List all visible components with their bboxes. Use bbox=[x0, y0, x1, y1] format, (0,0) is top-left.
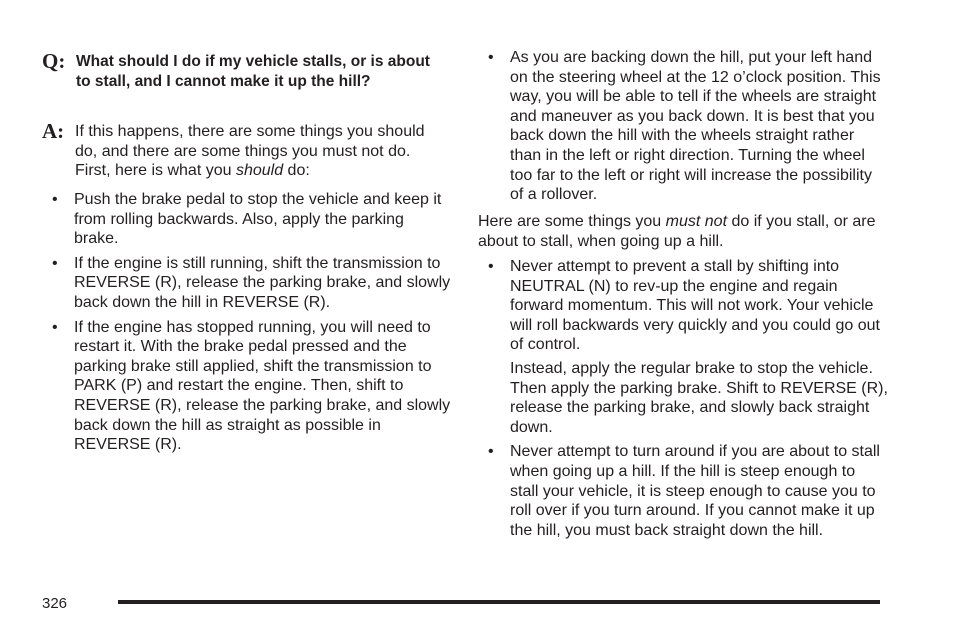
list-item: • If the engine is still running, shift the transmission to REVERSE (R), release the parking brake, and slowly back down the hill in REVERSE (R). bbox=[42, 254, 452, 313]
list-item bbox=[478, 257, 888, 437]
list-item: • Push the brake pedal to stop the vehicle and keep it from rolling backwards. Also, apply the parking brake. bbox=[42, 190, 452, 249]
must-not-intro bbox=[478, 212, 888, 251]
answer-label: A: bbox=[42, 119, 65, 143]
list-item: • As you are backing down the hill, put your left hand on the steering wheel at the 12 o’clock position. This way, you will be able to tell if the wheels are straight and maneuver as you back down. It is best that you back down the hill with the wheels straight rather than in the left or right direction. Turning the wheel too far to the left or right will increase the possibility of a rollover. bbox=[478, 48, 888, 205]
answer-intro-emphasis: should bbox=[235, 162, 284, 180]
backing-down-list bbox=[478, 48, 888, 205]
must-not-intro-tail: do if you stall, or are about to stall, when going up a hill. bbox=[478, 213, 876, 250]
list-item: • If the engine has stopped running, you will need to restart it. With the brake pedal pressed and the parking brake still applied, shift the transmission to PARK (P) and restart the engine. Then, shift to REVERSE (R), release the parking brake, and slowly back down the hill as straight as possible in REVERSE (R). bbox=[42, 318, 452, 455]
question-text: What should I do if my vehicle stalls, or is about to stall, and I cannot make it up the hill? bbox=[76, 53, 430, 90]
answer-intro bbox=[75, 122, 450, 181]
answer-intro-tail: do: bbox=[283, 162, 310, 180]
page-number: 326 bbox=[42, 595, 68, 612]
must-not-intro-text: Here are some things you bbox=[478, 213, 666, 230]
footer-rule bbox=[118, 600, 880, 604]
answer-intro-text: If this happens, there are some things you should do, and there are some things you must not do. First, here is what you bbox=[75, 123, 425, 180]
should-do-list bbox=[42, 190, 452, 455]
question-label: Q: bbox=[42, 49, 66, 73]
list-item: • Never attempt to turn around if you are about to stall when going up a hill. If the hill is steep enough to stall your vehicle, it is steep enough to cause you to roll over if you turn around. If you cannot make it up the hill, you must back straight down the hill. bbox=[478, 442, 888, 540]
must-not-list bbox=[478, 257, 888, 540]
must-not-emphasis: must not bbox=[665, 213, 728, 230]
list-item-continuation: Instead, apply the regular brake to stop the vehicle. Then apply the parking brake. Shift to REVERSE (R), release the parking brake, and slowly back straight down. bbox=[510, 359, 888, 436]
list-item-text: • Never attempt to prevent a stall by shifting into NEUTRAL (N) to rev-up the engine and regain forward momentum. This will not work. Your vehicle will roll backwards very quickly and you could go out of control. bbox=[510, 258, 880, 354]
